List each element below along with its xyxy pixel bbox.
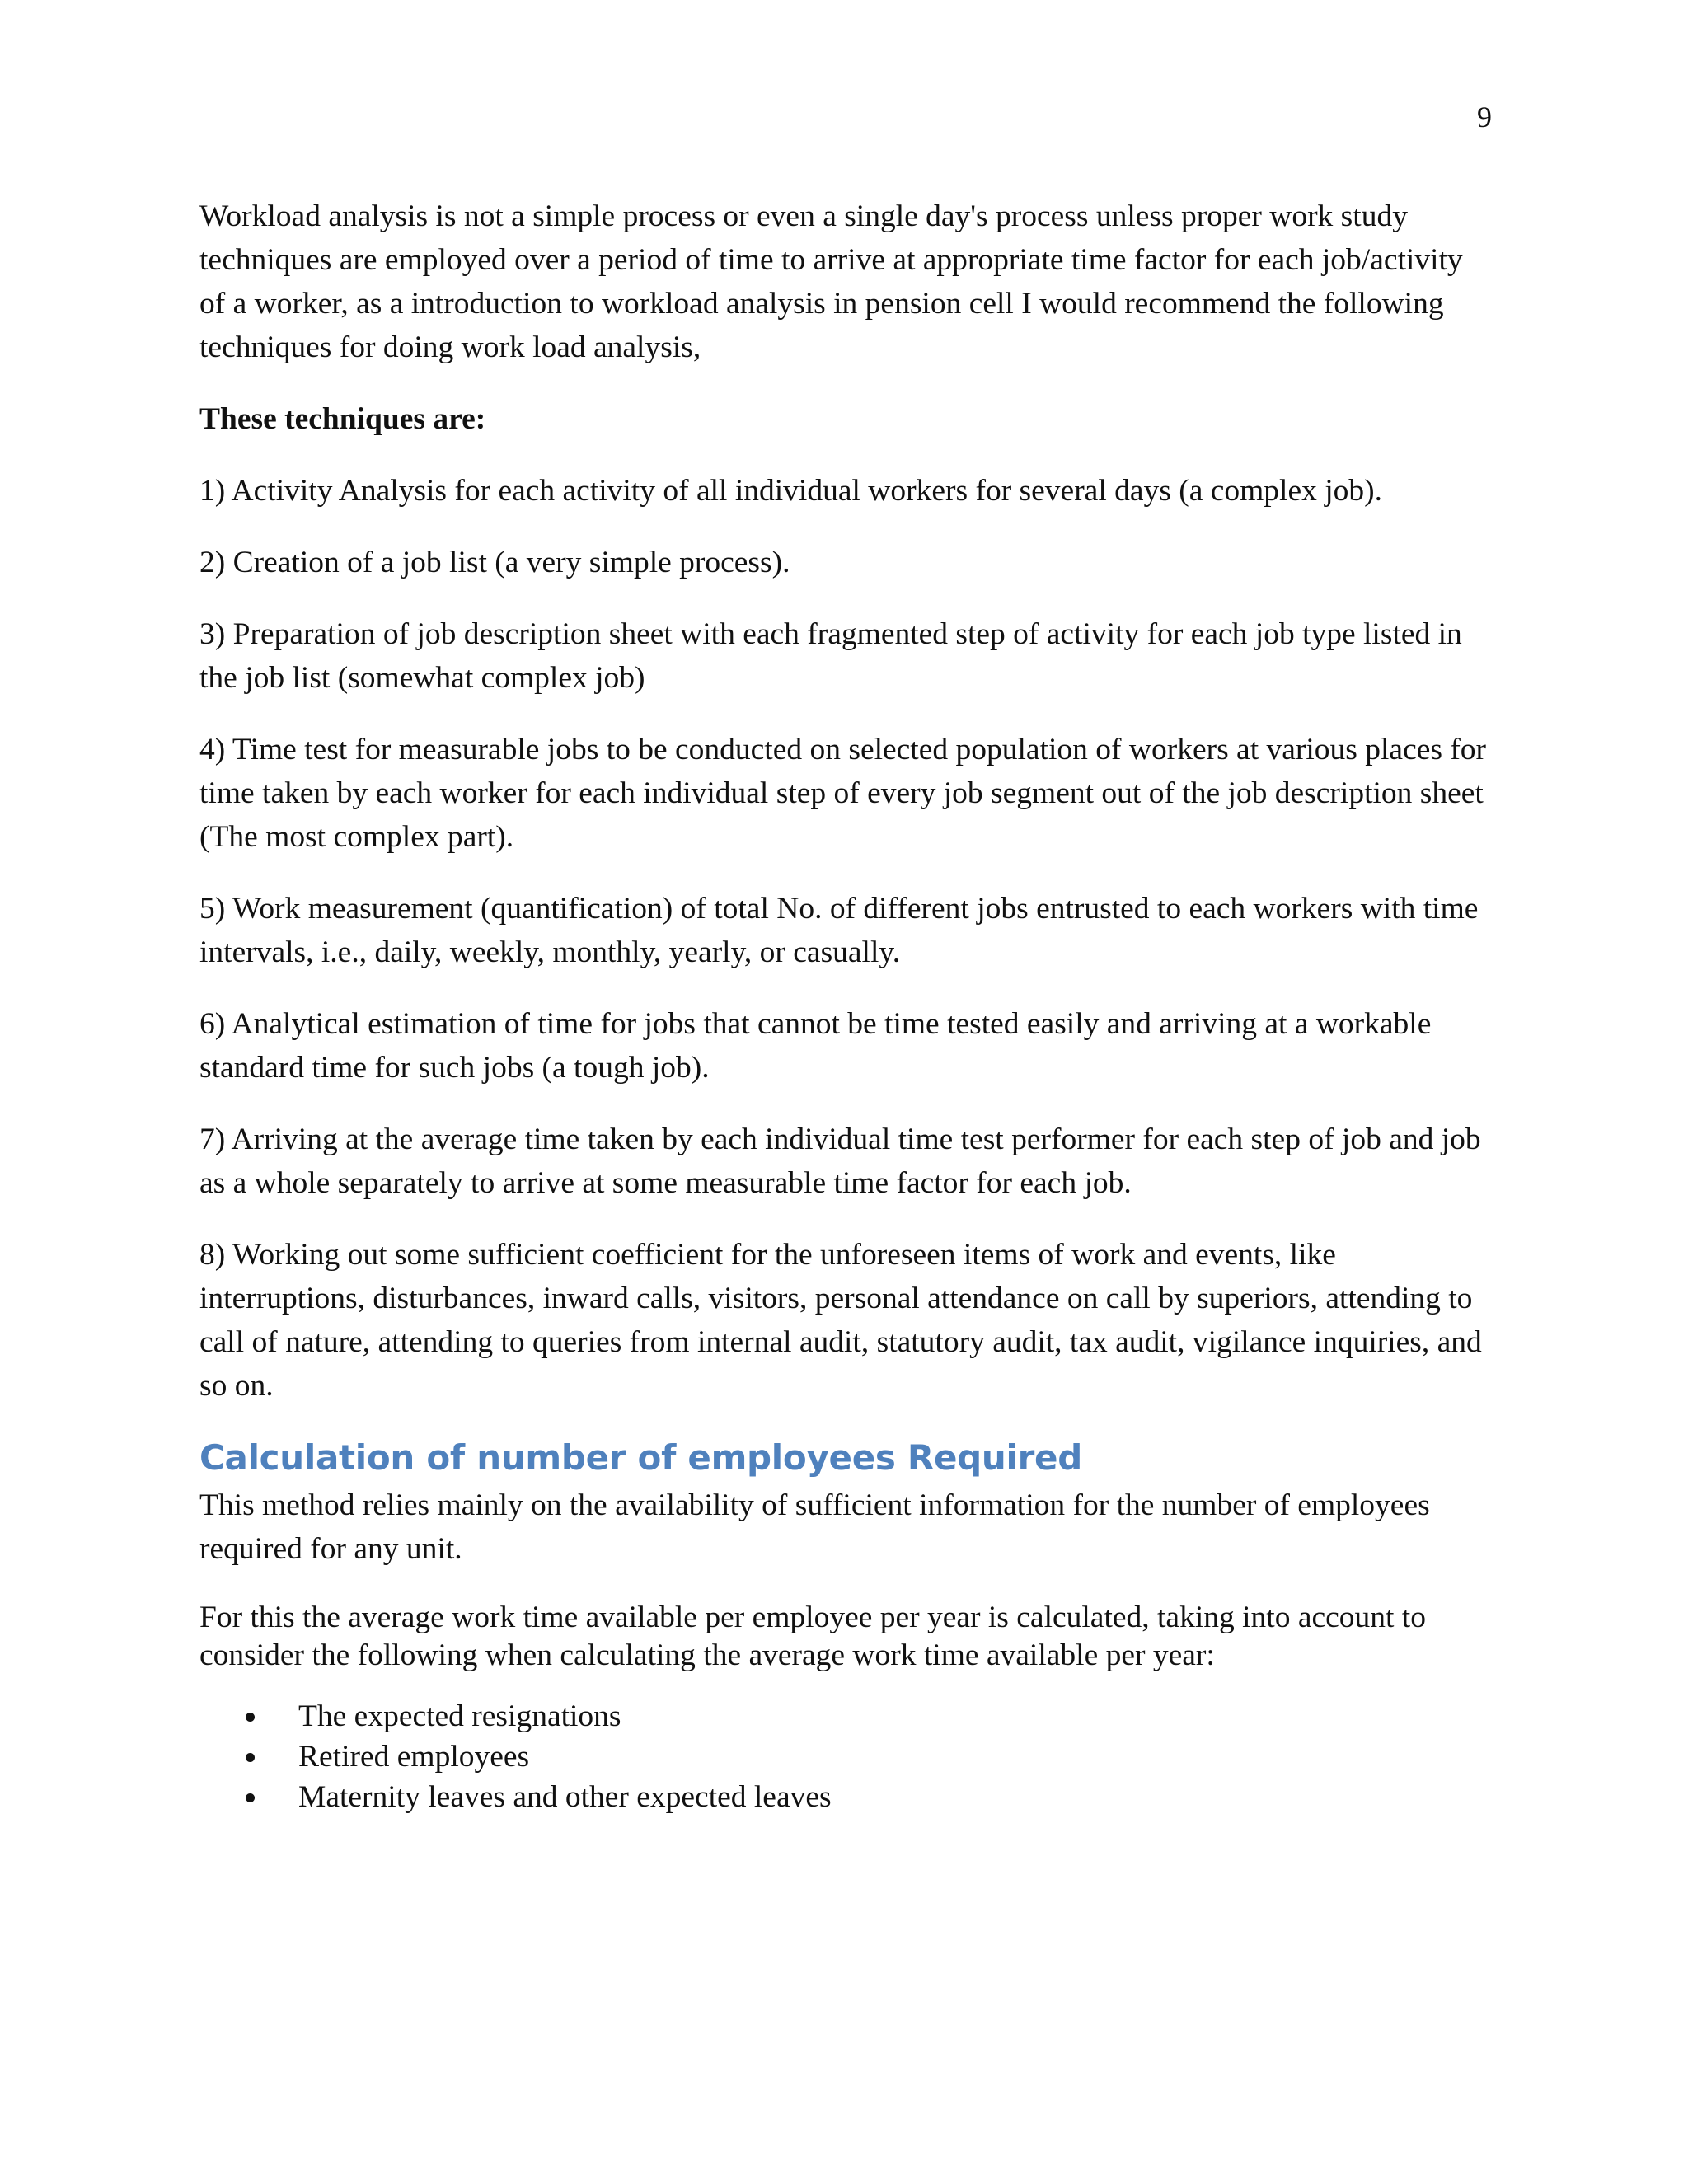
section-heading: Calculation of number of employees Required bbox=[199, 1437, 1082, 1478]
page-number: 9 bbox=[1477, 101, 1492, 134]
technique-item-5: 5) Work measurement (quantification) of total No. of different jobs entrusted to each workers with time intervals, i.e., daily, weekly, monthly, yearly, or casually. bbox=[199, 892, 1479, 969]
technique-item-4: 4) Time test for measurable jobs to be conducted on selected population of workers at various places for time taken by each worker for each individual step of every job segment out of the job description sheet (The most complex part). bbox=[199, 733, 1487, 854]
bullet-item bbox=[199, 1696, 1489, 1736]
technique-item-2: 2) Creation of a job list (a very simple process). bbox=[199, 546, 790, 579]
bullet-icon bbox=[246, 1753, 255, 1762]
bullet-icon bbox=[246, 1793, 255, 1802]
bullet-text: Maternity leaves and other expected leaves bbox=[298, 1780, 832, 1814]
section-paragraph-1: This method relies mainly on the availability of sufficient information for the number of employees required for any unit. bbox=[199, 1488, 1430, 1566]
technique-item-3: 3) Preparation of job description sheet with each fragmented step of activity for each job type listed in the job list (somewhat complex job) bbox=[199, 617, 1462, 695]
technique-item-6: 6) Analytical estimation of time for jobs that cannot be time tested easily and arriving at a workable standard time for such jobs (a tough job). bbox=[199, 1007, 1432, 1085]
bullet-text: The expected resignations bbox=[298, 1699, 621, 1733]
technique-item-8: 8) Working out some sufficient coefficient for the unforeseen items of work and events, like interruptions, disturbances, inward calls, visitors, personal attendance on call by superiors, attending to call of nature, attending to queries from internal audit, statutory audit, tax audit, vigilance inquiries, and so on. bbox=[199, 1238, 1482, 1403]
bullet-list bbox=[199, 1696, 1489, 1817]
technique-item-1: 1) Activity Analysis for each activity of all individual workers for several days (a complex job). bbox=[199, 474, 1383, 508]
techniques-heading: These techniques are: bbox=[199, 402, 486, 436]
page-content bbox=[199, 194, 1489, 1817]
intro-paragraph: Workload analysis is not a simple process or even a single day's process unless proper work study techniques are employed over a period of time to arrive at appropriate time factor for each job/activity of a worker, as a introduction to workload analysis in pension cell I would recommend the following techniques for doing work load analysis, bbox=[199, 199, 1463, 364]
bullet-item bbox=[199, 1777, 1489, 1817]
section-paragraph-2: For this the average work time available per employee per year is calculated, taking into account to consider the following when calculating the average work time available per year: bbox=[199, 1601, 1426, 1672]
bullet-icon bbox=[246, 1713, 255, 1722]
bullet-text: Retired employees bbox=[298, 1740, 530, 1774]
bullet-item bbox=[199, 1736, 1489, 1777]
technique-item-7: 7) Arriving at the average time taken by each individual time test performer for each step of job and job as a whole separately to arrive at some measurable time factor for each job. bbox=[199, 1122, 1481, 1200]
